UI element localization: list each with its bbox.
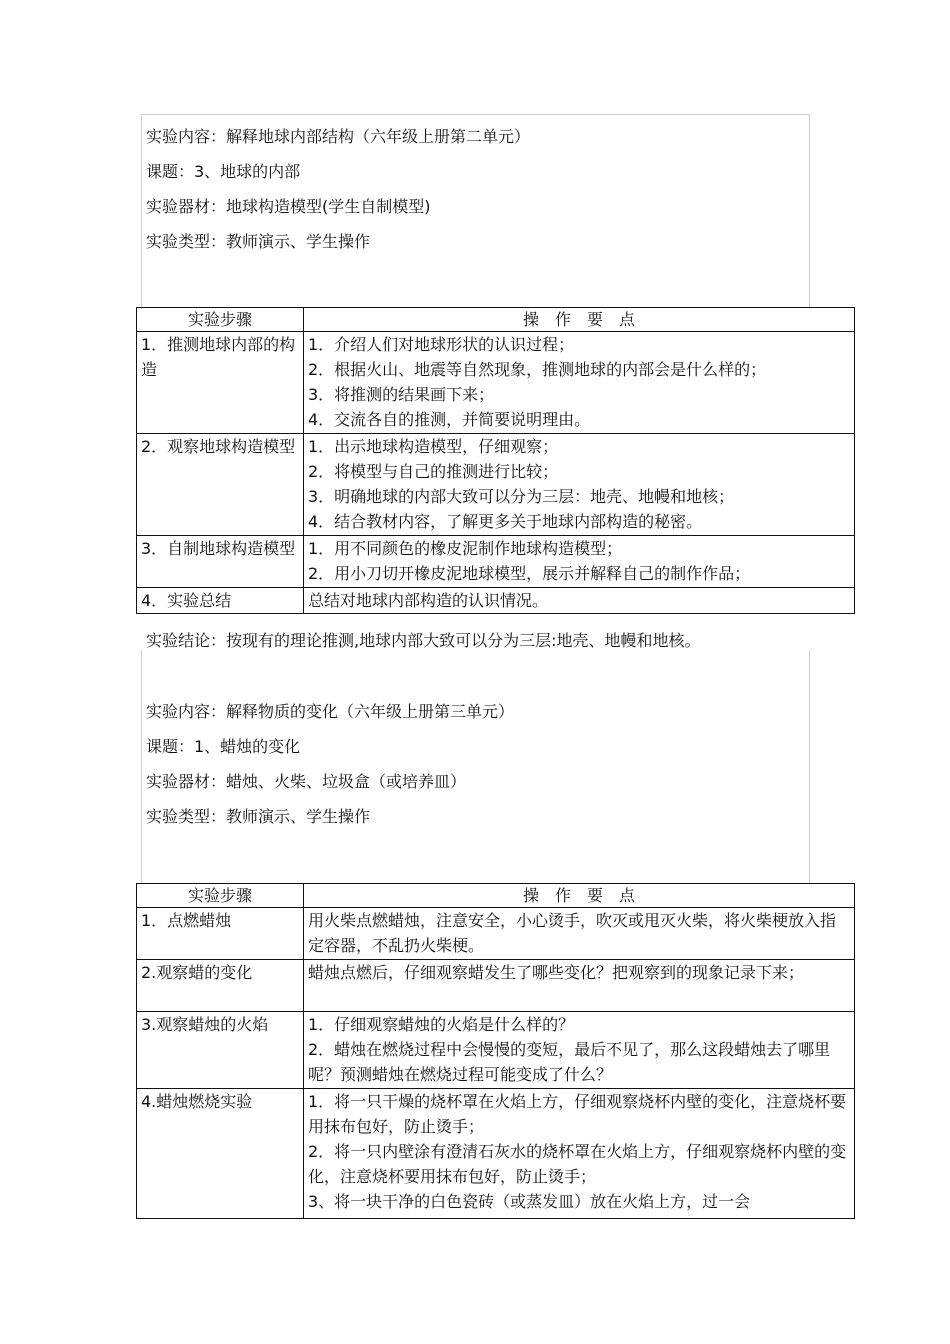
experiment1-steps-table: [136, 307, 855, 614]
experiment1-conclusion: 实验结论：按现有的理论推测,地球内部大致可以分为三层:地壳、地幔和地核。: [146, 631, 701, 650]
op-line: 1．将一只干燥的烧杯罩在火焰上方，仔细观察烧杯内壁的变化，注意烧杯要用抹布包好，防止烫手；: [308, 1092, 847, 1136]
ops-cell: [304, 536, 855, 588]
step-cell: 3．自制地球构造模型: [137, 536, 304, 588]
ops-cell: [304, 960, 855, 1012]
op-line: 1．介绍人们对地球形状的认识过程；: [308, 335, 575, 354]
step-cell: 4．实验总结: [137, 588, 304, 614]
ops-cell: [304, 908, 855, 960]
experiment1-topic: 课题：3、地球的内部: [146, 162, 301, 181]
op-line: 1．用不同颜色的橡皮泥制作地球构造模型；: [308, 539, 623, 558]
experiment2-steps-table: [136, 883, 855, 1219]
header-ops: 操 作 要 点: [304, 884, 855, 908]
table-row: [137, 588, 855, 614]
step-cell: 2.观察蜡的变化: [137, 960, 304, 1012]
header-step: 实验步骤: [137, 308, 304, 332]
step-cell: 2．观察地球构造模型: [137, 434, 304, 536]
op-line: 1．出示地球构造模型，仔细观察；: [308, 437, 559, 456]
op-line: 2．根据火山、地震等自然现象，推测地球的内部会是什么样的；: [308, 360, 767, 379]
experiment2-materials: 实验器材：蜡烛、火柴、垃圾盒（或培养皿）: [146, 772, 467, 791]
step-cell: 1．推测地球内部的构造: [137, 332, 304, 434]
op-line: 3．明确地球的内部大致可以分为三层：地壳、地幔和地核；: [308, 487, 735, 506]
table-header-row: [137, 308, 855, 332]
step-cell: 3.观察蜡烛的火焰: [137, 1012, 304, 1089]
table-row: [137, 434, 855, 536]
experiment1-materials: 实验器材：地球构造模型(学生自制模型): [146, 197, 431, 216]
op-line: 蜡烛点燃后，仔细观察蜡发生了哪些变化？把观察到的现象记录下来；: [308, 963, 805, 982]
op-line: 3．将推测的结果画下来；: [308, 385, 495, 404]
experiment1-type: 实验类型：教师演示、学生操作: [146, 232, 371, 251]
ops-cell: [304, 434, 855, 536]
ops-cell: [304, 588, 855, 614]
op-line: 2．将一只内壁涂有澄清石灰水的烧杯罩在火焰上方，仔细观察烧杯内壁的变化，注意烧杯要用抹布包好，防止烫手；: [308, 1142, 847, 1186]
op-line: 总结对地球内部构造的认识情况。: [308, 591, 549, 610]
op-line: 2．将模型与自己的推测进行比较；: [308, 462, 559, 481]
step-cell: 1．点燃蜡烛: [137, 908, 304, 960]
table-row: [137, 332, 855, 434]
ops-cell: [304, 332, 855, 434]
op-line: 用火柴点燃蜡烛，注意安全，小心烫手，吹灭或甩灭火柴，将火柴梗放入指定容器，不乱扔火柴梗。: [308, 911, 837, 955]
experiment2-topic: 课题：1、蜡烛的变化: [146, 737, 301, 756]
op-line: 2．用小刀切开橡皮泥地球模型，展示并解释自己的制作作品；: [308, 564, 751, 583]
op-line: 4．交流各自的推测，并简要说明理由。: [308, 410, 591, 429]
ops-cell: [304, 1089, 855, 1219]
table-row: [137, 1089, 855, 1219]
op-line: 2．蜡烛在燃烧过程中会慢慢的变短，最后不见了，那么这段蜡烛去了哪里呢？预测蜡烛在燃烧过程可能变成了什么？: [308, 1040, 831, 1084]
experiment2-type: 实验类型：教师演示、学生操作: [146, 807, 371, 826]
experiment1-content: 实验内容：解释地球内部结构（六年级上册第二单元）: [146, 127, 531, 146]
experiment2-frame: [141, 650, 810, 884]
table-row: [137, 536, 855, 588]
table-row: [137, 960, 855, 1012]
op-line: 3、将一块干净的白色瓷砖（或蒸发皿）放在火焰上方，过一会: [308, 1192, 751, 1211]
step-cell: 4.蜡烛燃烧实验: [137, 1089, 304, 1219]
op-line: 1．仔细观察蜡烛的火焰是什么样的？: [308, 1015, 575, 1034]
table-row: [137, 908, 855, 960]
header-ops: 操 作 要 点: [304, 308, 855, 332]
op-line: 4．结合教材内容，了解更多关于地球内部构造的秘密。: [308, 512, 703, 531]
table-header-row: [137, 884, 855, 908]
header-step: 实验步骤: [137, 884, 304, 908]
ops-cell: [304, 1012, 855, 1089]
table-row: [137, 1012, 855, 1089]
experiment2-content: 实验内容：解释物质的变化（六年级上册第三单元）: [146, 702, 515, 721]
